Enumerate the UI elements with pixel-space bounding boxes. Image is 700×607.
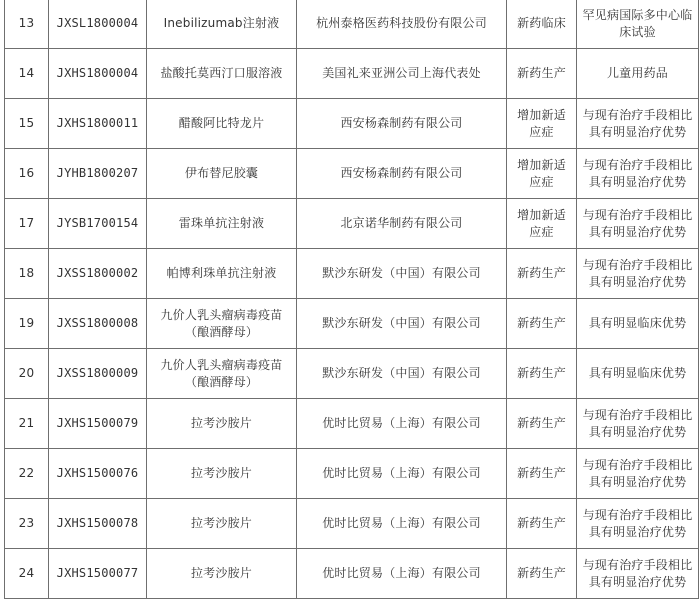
table-row — [5, 49, 699, 99]
cell-acceptance-number: JXHS1500078 — [49, 499, 147, 549]
cell-registration-category: 增加新适 应症 — [507, 149, 577, 199]
cell-priority-reason: 与现有治疗手段相比 具有明显治疗优势 — [577, 549, 699, 599]
cell-priority-reason: 与现有治疗手段相比 具有明显治疗优势 — [577, 199, 699, 249]
cell-applicant: 默沙东研发（中国）有限公司 — [297, 249, 507, 299]
cell-index: 24 — [5, 549, 49, 599]
cell-registration-category: 新药临床 — [507, 0, 577, 49]
cell-priority-reason: 与现有治疗手段相比 具有明显治疗优势 — [577, 249, 699, 299]
cell-drug-name: 雷珠单抗注射液 — [147, 199, 297, 249]
cell-priority-reason: 与现有治疗手段相比 具有明显治疗优势 — [577, 499, 699, 549]
cell-acceptance-number: JXHS1500077 — [49, 549, 147, 599]
cell-acceptance-number: JXHS1500076 — [49, 449, 147, 499]
cell-priority-reason: 罕见病国际多中心临 床试验 — [577, 0, 699, 49]
cell-acceptance-number: JXHS1800011 — [49, 99, 147, 149]
cell-applicant: 优时比贸易（上海）有限公司 — [297, 449, 507, 499]
cell-applicant: 优时比贸易（上海）有限公司 — [297, 499, 507, 549]
table-row — [5, 399, 699, 449]
cell-registration-category: 新药生产 — [507, 49, 577, 99]
cell-drug-name: 拉考沙胺片 — [147, 549, 297, 599]
cell-index: 13 — [5, 0, 49, 49]
cell-priority-reason: 儿童用药品 — [577, 49, 699, 99]
cell-applicant: 默沙东研发（中国）有限公司 — [297, 299, 507, 349]
cell-acceptance-number: JXSL1800004 — [49, 0, 147, 49]
table-row — [5, 0, 699, 49]
cell-priority-reason: 与现有治疗手段相比 具有明显治疗优势 — [577, 99, 699, 149]
cell-drug-name: 帕博利珠单抗注射液 — [147, 249, 297, 299]
cell-drug-name: Inebilizumab注射液 — [147, 0, 297, 49]
table-row — [5, 449, 699, 499]
cell-applicant: 西安杨森制药有限公司 — [297, 149, 507, 199]
cell-acceptance-number: JXHS1500079 — [49, 399, 147, 449]
cell-priority-reason: 与现有治疗手段相比 具有明显治疗优势 — [577, 149, 699, 199]
table-row — [5, 549, 699, 599]
cell-registration-category: 新药生产 — [507, 549, 577, 599]
cell-index: 14 — [5, 49, 49, 99]
cell-registration-category: 增加新适 应症 — [507, 99, 577, 149]
cell-index: 21 — [5, 399, 49, 449]
cell-drug-name: 伊布替尼胶囊 — [147, 149, 297, 199]
cell-applicant: 优时比贸易（上海）有限公司 — [297, 399, 507, 449]
cell-drug-name: 拉考沙胺片 — [147, 499, 297, 549]
cell-applicant: 北京诺华制药有限公司 — [297, 199, 507, 249]
cell-registration-category: 新药生产 — [507, 399, 577, 449]
cell-acceptance-number: JYHB1800207 — [49, 149, 147, 199]
table-row — [5, 249, 699, 299]
cell-index: 23 — [5, 499, 49, 549]
cell-applicant: 杭州泰格医药科技股份有限公司 — [297, 0, 507, 49]
cell-applicant: 默沙东研发（中国）有限公司 — [297, 349, 507, 399]
cell-applicant: 美国礼来亚洲公司上海代表处 — [297, 49, 507, 99]
cell-index: 15 — [5, 99, 49, 149]
priority-review-table — [4, 0, 699, 599]
table-row — [5, 299, 699, 349]
cell-priority-reason: 具有明显临床优势 — [577, 349, 699, 399]
cell-drug-name: 拉考沙胺片 — [147, 399, 297, 449]
cell-drug-name: 拉考沙胺片 — [147, 449, 297, 499]
cell-drug-name: 盐酸托莫西汀口服溶液 — [147, 49, 297, 99]
cell-index: 18 — [5, 249, 49, 299]
cell-index: 19 — [5, 299, 49, 349]
cell-applicant: 优时比贸易（上海）有限公司 — [297, 549, 507, 599]
cell-index: 16 — [5, 149, 49, 199]
cell-priority-reason: 与现有治疗手段相比 具有明显治疗优势 — [577, 399, 699, 449]
table-row — [5, 349, 699, 399]
cell-acceptance-number: JXSS1800008 — [49, 299, 147, 349]
cell-registration-category: 新药生产 — [507, 299, 577, 349]
table-row — [5, 99, 699, 149]
cell-registration-category: 增加新适 应症 — [507, 199, 577, 249]
cell-priority-reason: 与现有治疗手段相比 具有明显治疗优势 — [577, 449, 699, 499]
cell-priority-reason: 具有明显临床优势 — [577, 299, 699, 349]
cell-applicant: 西安杨森制药有限公司 — [297, 99, 507, 149]
cell-acceptance-number: JXSS1800002 — [49, 249, 147, 299]
cell-acceptance-number: JXHS1800004 — [49, 49, 147, 99]
cell-registration-category: 新药生产 — [507, 249, 577, 299]
table-body — [5, 0, 699, 599]
table-row — [5, 149, 699, 199]
cell-registration-category: 新药生产 — [507, 449, 577, 499]
cell-registration-category: 新药生产 — [507, 349, 577, 399]
cell-acceptance-number: JXSS1800009 — [49, 349, 147, 399]
cell-drug-name: 醋酸阿比特龙片 — [147, 99, 297, 149]
table-row — [5, 499, 699, 549]
cell-index: 22 — [5, 449, 49, 499]
cell-registration-category: 新药生产 — [507, 499, 577, 549]
cell-index: 17 — [5, 199, 49, 249]
cell-acceptance-number: JYSB1700154 — [49, 199, 147, 249]
cell-index: 20 — [5, 349, 49, 399]
table-row — [5, 199, 699, 249]
cell-drug-name: 九价人乳头瘤病毒疫苗 （酿酒酵母） — [147, 299, 297, 349]
cell-drug-name: 九价人乳头瘤病毒疫苗 （酿酒酵母） — [147, 349, 297, 399]
